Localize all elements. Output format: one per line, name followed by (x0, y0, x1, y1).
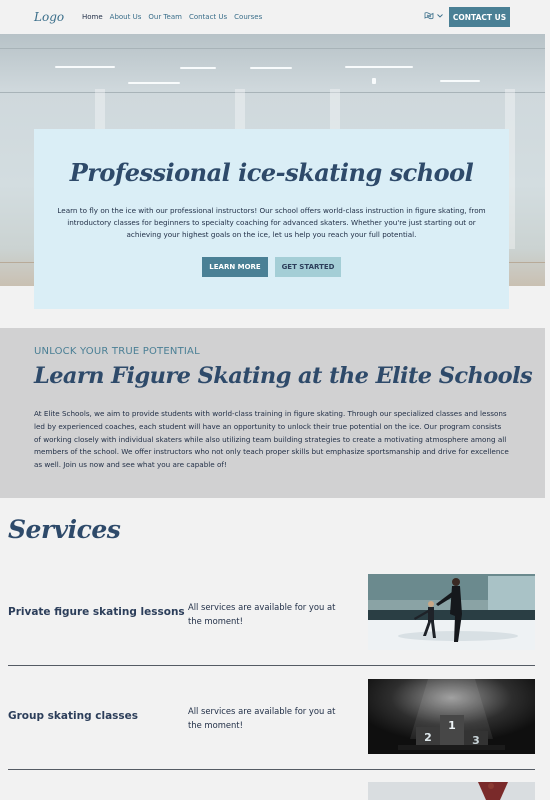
nav-courses[interactable]: Courses (234, 13, 263, 21)
learn-more-button[interactable]: LEARN MORE (202, 257, 268, 277)
hero-title: Professional ice-skating school (69, 158, 474, 187)
service-image-private-lesson (368, 574, 535, 650)
flag-icon (424, 12, 434, 20)
service-description: All services are available for you at the moment! (188, 706, 336, 730)
nav-about-us[interactable]: About Us (109, 13, 142, 21)
contact-us-button[interactable]: CONTACT US (449, 7, 510, 27)
service-name: Private figure skating lessons (8, 606, 185, 618)
service-image-partial (368, 782, 535, 800)
section-title: Learn Figure Skating at the Elite Schools (34, 363, 533, 389)
nav-contact-us[interactable]: Contact Us (188, 13, 228, 21)
nav-home[interactable]: Home (82, 13, 103, 21)
language-selector[interactable] (424, 12, 443, 20)
section-description: At Elite Schools, we aim to provide students with world-class training in figure skating. Through our specialized classes and lessons led by experienced coaches, each student will have an opportunity to unlock their true potential on the ice. Our program consists of working closely with individual skaters while also utilizing team building strategies to create a motivating atmosphere among all members of the school. We offer instructors who not only teach proper skills but emphasize sportsmanship and drive for excellence as well. Join us now and see what you are capable of! (34, 409, 509, 470)
podium-label: 3 (472, 734, 480, 747)
main-nav (82, 13, 262, 21)
service-divider (8, 665, 535, 666)
hero-description: Learn to fly on the ice with our professional instructors! Our school offers world-class instruction in figure skating, from introductory classes for beginners to specialty coaching for advanced skaters. Whether you're just starting out or achieving your highest goals on the ice, let us help you reach your full potential. (57, 206, 486, 239)
service-name: Group skating classes (8, 710, 139, 722)
chevron-down-icon (437, 14, 443, 18)
service-divider (8, 769, 535, 770)
logo[interactable]: Logo (34, 10, 65, 24)
section-kicker: UNLOCK YOUR TRUE POTENTIAL (34, 346, 200, 357)
get-started-button[interactable]: GET STARTED (275, 257, 341, 277)
services-title: Services (8, 515, 121, 544)
podium-label: 1 (448, 719, 456, 732)
nav-our-team[interactable]: Our Team (148, 13, 182, 21)
podium-label: 2 (424, 731, 432, 744)
service-image-podium (368, 679, 535, 754)
service-description: All services are available for you at the moment! (188, 602, 336, 626)
site-header (0, 0, 550, 34)
